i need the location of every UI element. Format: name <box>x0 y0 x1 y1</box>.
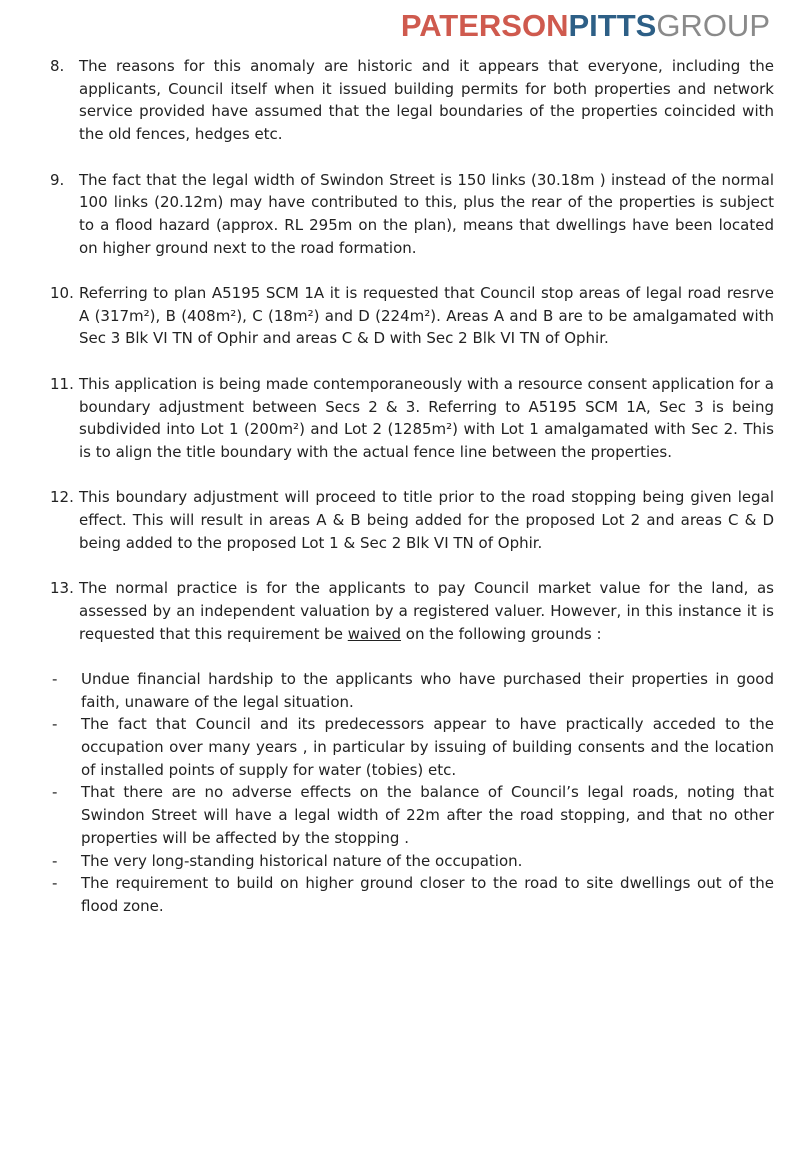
bullet-dash: - <box>52 851 58 870</box>
paragraph-number: 8. <box>50 57 65 75</box>
bullet-item <box>50 713 774 781</box>
paragraph-text <box>79 577 774 645</box>
bullet-text: The fact that Council and its predecessors appear to have practically acceded to the occupation over many years , in particular by issuing of building consents and the location of installed points of supply for water (tobies) etc. <box>81 715 774 779</box>
paragraph-number: 10. <box>50 284 74 302</box>
logo-group: GROUP <box>656 8 770 43</box>
paragraph-text-before: The normal practice is for the applicants to pay Council market value for the land, as assessed by an independent valuation by a registered valuer. However, in this instance it is requested that this requirement be <box>79 579 774 643</box>
bullet-text: Undue financial hardship to the applicants who have purchased their properties in good faith, unaware of the legal situation. <box>81 669 774 711</box>
bullet-dash: - <box>52 715 58 734</box>
paragraph-8 <box>50 55 774 146</box>
paragraph-text: The fact that the legal width of Swindon Street is 150 links (30.18m ) instead of the normal 100 links (20.12m) may have contributed to this, plus the rear of the properties is subject to a flood hazard (approx. RL 295m on the plan), means that dwellings have been located on higher ground next to the road formation. <box>79 170 774 257</box>
logo-pitts: PITTS <box>568 8 657 43</box>
bullet-text: The very long-standing historical nature of the occupation. <box>81 851 523 870</box>
paragraph-12 <box>50 486 774 554</box>
paragraph-number: 9. <box>50 170 65 189</box>
document-body <box>50 55 774 918</box>
paragraph-number: 12. <box>50 488 74 507</box>
paragraph-13 <box>50 577 774 645</box>
underlined-word-waived: waived <box>347 624 402 643</box>
bullet-text: The requirement to build on higher ground closer to the road to site dwellings out of the flood zone. <box>81 874 774 915</box>
bullet-dash: - <box>52 874 58 893</box>
company-logo <box>401 8 770 44</box>
bullet-dash: - <box>52 783 58 802</box>
paragraph-9 <box>50 169 774 260</box>
paragraph-10 <box>50 282 774 350</box>
paragraph-number: 13. <box>50 579 74 598</box>
bullet-dash: - <box>52 669 58 688</box>
bullet-text: That there are no adverse effects on the balance of Council’s legal roads, noting that Swindon Street will have a legal width of 22m after the road stopping, and that no other properties will be affected by the stopping . <box>81 783 774 847</box>
paragraph-number: 11. <box>50 374 74 393</box>
logo-paterson: PATERSON <box>400 8 569 43</box>
paragraph-11 <box>50 373 774 464</box>
paragraph-text: This application is being made contemporaneously with a resource consent application for a boundary adjustment between Secs 2 & 3. Referring to A5195 SCM 1A, Sec 3 is being subdivided into Lot 1 (200m²) and Lot 2 (1285m²) with Lot 1 amalgamated with Sec 2. This is to align the title boundary with the actual fence line between the properties. <box>79 374 774 461</box>
paragraph-text: The reasons for this anomaly are historic and it appears that everyone, including the applicants, Council itself when it issued building permits for both properties and network service provided have assumed that the legal boundaries of the properties coincided with the old fences, hedges etc. <box>79 57 774 144</box>
bullet-item <box>50 781 774 849</box>
paragraph-text: Referring to plan A5195 SCM 1A it is requested that Council stop areas of legal road resrve A (317m²), B (408m²), C (18m²) and D (224m²). Areas A and B are to be amalgamated with Sec 3 Blk VI TN of Ophir and areas C & D with Sec 2 Blk VI TN of Ophir. <box>79 284 774 348</box>
paragraph-text: This boundary adjustment will proceed to title prior to the road stopping being given legal effect. This will result in areas A & B being added for the proposed Lot 2 and areas C & D being added to the proposed Lot 1 & Sec 2 Blk VI TN of Ophir. <box>79 488 774 552</box>
bullet-item <box>50 668 774 713</box>
bullet-item <box>50 850 774 873</box>
bullet-item <box>50 872 774 917</box>
paragraph-text-after: on the following grounds : <box>401 624 602 643</box>
